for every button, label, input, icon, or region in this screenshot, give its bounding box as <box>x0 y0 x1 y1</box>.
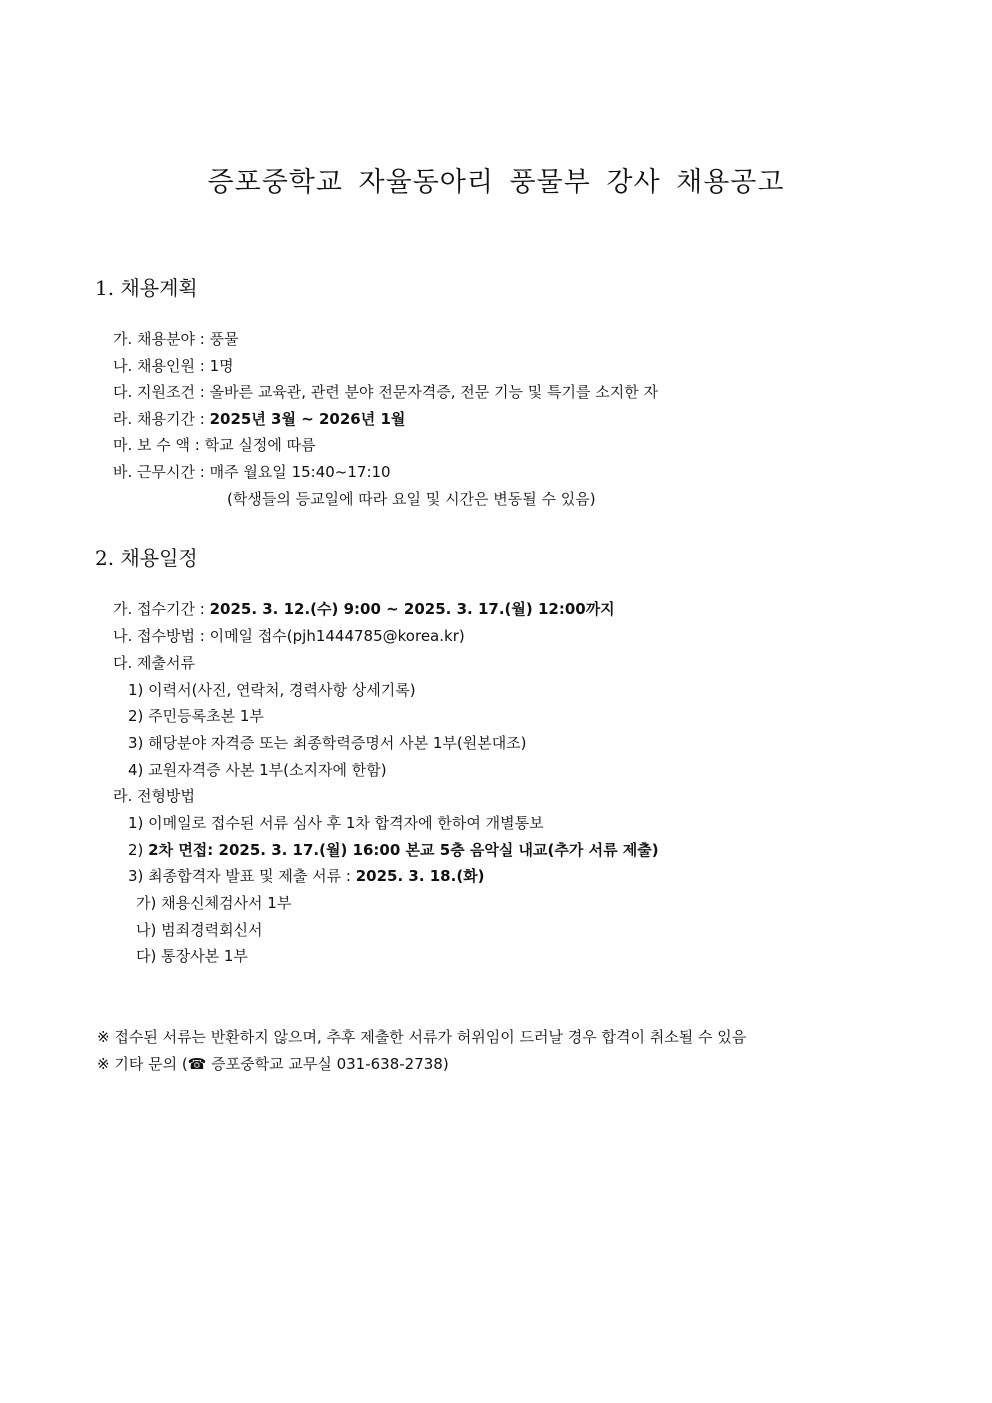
period-label: 라. 채용기간 : <box>113 410 210 428</box>
receipt-item <box>113 599 615 619</box>
selection-step-3 <box>128 866 485 886</box>
return-notice: ※ 접수된 서류는 반환하지 않으며, 추후 제출한 서류가 허위임이 드러날 경우 합격이 취소될 수 있음 <box>97 1028 747 1046</box>
doc-item: 2) 주민등록초본 1부 <box>128 707 264 725</box>
docs-heading: 다. 제출서류 <box>113 654 195 672</box>
period-item <box>113 409 405 429</box>
doc-item: 3) 해당분야 자격증 또는 최종학력증명서 사본 1부(원본대조) <box>128 734 527 752</box>
section-2-heading: 2. 채용일정 <box>95 546 198 570</box>
selection-step-2-text: 2차 면접: 2025. 3. 17.(월) 16:00 본교 5층 음악실 내교(추가 서류 제출) <box>148 841 659 859</box>
selection-step-2 <box>128 840 659 860</box>
receipt-value: 2025. 3. 12.(수) 9:00 ~ 2025. 3. 17.(월) 12:00까지 <box>209 600 615 618</box>
final-doc-item: 다) 통장사본 1부 <box>136 947 248 965</box>
contact-notice: ※ 기타 문의 (☎ 증포중학교 교무실 031-638-2738) <box>97 1055 449 1073</box>
requirements-item: 다. 지원조건 : 올바른 교육관, 관련 분야 전문자격증, 전문 기능 및 특기를 소지한 자 <box>113 383 659 401</box>
selection-step-2-prefix: 2) <box>128 841 149 859</box>
document-title: 증포중학교 자율동아리 풍물부 강사 채용공고 <box>207 167 785 198</box>
selection-step-1: 1) 이메일로 접수된 서류 심사 후 1차 합격자에 한하여 개별통보 <box>128 814 544 832</box>
doc-item: 1) 이력서(사진, 연락처, 경력사항 상세기록) <box>128 681 416 699</box>
headcount-item: 나. 채용인원 : 1명 <box>113 357 234 375</box>
period-value: 2025년 3월 ~ 2026년 1월 <box>209 410 406 428</box>
doc-item: 4) 교원자격증 사본 1부(소지자에 한함) <box>128 761 387 779</box>
selection-step-3-label: 3) 최종합격자 발표 및 제출 서류 : <box>128 867 356 885</box>
selection-step-3-value: 2025. 3. 18.(화) <box>355 867 485 885</box>
section-1-heading: 1. 채용계획 <box>95 276 198 300</box>
method-item: 나. 접수방법 : 이메일 접수(pjh1444785@korea.kr) <box>113 627 465 645</box>
receipt-label: 가. 접수기간 : <box>113 600 210 618</box>
pay-item: 마. 보 수 액 : 학교 실정에 따름 <box>113 436 316 454</box>
hours-note: (학생들의 등교일에 따라 요일 및 시간은 변동될 수 있음) <box>227 490 596 508</box>
selection-heading: 라. 전형방법 <box>113 787 195 805</box>
hours-item: 바. 근무시간 : 매주 월요일 15:40~17:10 <box>113 463 391 481</box>
final-doc-item: 가) 채용신체검사서 1부 <box>136 894 292 912</box>
final-doc-item: 나) 범죄경력회신서 <box>136 921 263 939</box>
field-item: 가. 채용분야 : 풍물 <box>113 330 239 348</box>
